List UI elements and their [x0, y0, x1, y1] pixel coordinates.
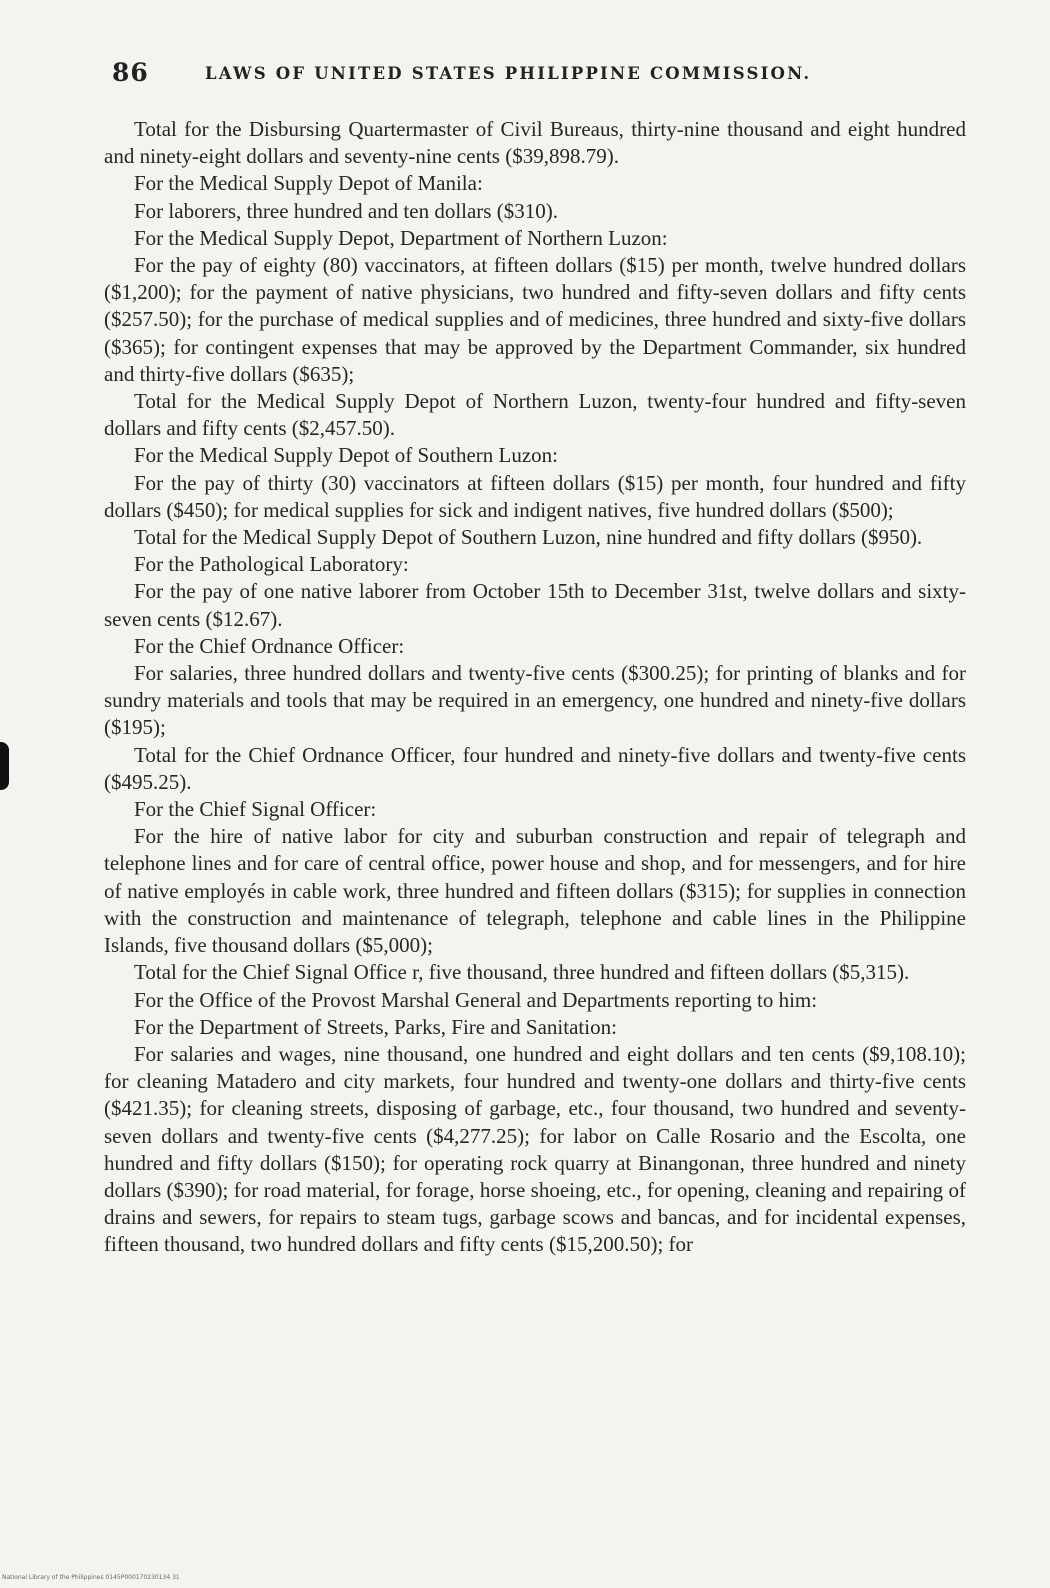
running-title: LAWS OF UNITED STATES PHILIPPINE COMMISSION.: [205, 64, 812, 83]
paragraph-laborers-manila: For laborers, three hundred and ten dollars ($310).: [134, 198, 558, 223]
heading-medical-depot-northern-luzon: For the Medical Supply Depot, Department of Northern Luzon:: [134, 225, 668, 250]
page-number: 86: [112, 58, 149, 87]
heading-medical-depot-southern-luzon: For the Medical Supply Depot of Southern Luzon:: [134, 443, 559, 468]
paragraph-streets-salaries: For salaries and wages, nine thousand, one hundred and eight dollars and ten cents ($9,108.10); for cleaning Matadero and city markets, four hundred and twenty-one dollars and thirty-five cents ($421.35); for cleaning streets, disposing of garbage, etc., four thousand, two hundred and seventy-seven dollars and twenty-five cents ($4,277.25); for labor on Calle Rosario and the Escolta, one hundred and fifty dollars ($150); for operating rock quarry at Binangonan, three hundred and ninety dollars ($390); for road material, for forage, horse shoeing, etc., for opening, cleaning and repairing of drains and sewers, for repairs to steam tugs, garbage scows and bancas, and for incidental expenses, fifteen thousand, two hundred dollars and fifty cents ($15,200.50); for: [104, 1041, 966, 1257]
paragraph-total-disbursing: Total for the Disbursing Quartermaster of Civil Bureaus, thirty-nine thousand and eight hundred and ninety-eight dollars and seventy-nine cents ($39,898.79).: [104, 117, 966, 169]
paragraph-total-ordnance: Total for the Chief Ordnance Officer, four hundred and ninety-five dollars and twenty-five cents ($495.25).: [104, 742, 966, 794]
paragraph-total-northern-luzon: Total for the Medical Supply Depot of Northern Luzon, twenty-four hundred and fifty-seven dollars and fifty cents ($2,457.50).: [104, 389, 966, 441]
paragraph-vaccinators-southern: For the pay of thirty (30) vaccinators at fifteen dollars ($15) per month, four hundred and fifty dollars ($450); for medical supplies for sick and indigent natives, five hundred dollars ($500);: [104, 470, 966, 522]
heading-provost-marshal: For the Office of the Provost Marshal General and Departments reporting to him:: [134, 987, 818, 1012]
heading-chief-signal-officer: For the Chief Signal Officer:: [134, 797, 377, 822]
body-text: [104, 116, 966, 1259]
heading-chief-ordnance-officer: For the Chief Ordnance Officer:: [134, 633, 405, 658]
paragraph-vaccinators-northern: For the pay of eighty (80) vaccinators, at fifteen dollars ($15) per month, twelve hundred dollars ($1,200); for the payment of native physicians, two hundred and fifty-seven dollars and fifty cents ($257.50); for the purchase of medical supplies and of medicines, three hundred and sixty-five dollars ($365); for contingent expenses that may be approved by the Department Commander, six hundred and thirty-five dollars ($635);: [104, 253, 966, 386]
scan-source-footer: National Library of the Philippines 0145P000170230134 31: [2, 1574, 180, 1581]
heading-streets-parks-fire: For the Department of Streets, Parks, Fire and Sanitation:: [134, 1014, 617, 1039]
heading-pathological-laboratory: For the Pathological Laboratory:: [134, 552, 409, 577]
page-edge-mark: [0, 742, 9, 790]
paragraph-total-southern-luzon: Total for the Medical Supply Depot of Southern Luzon, nine hundred and fifty dollars ($950).: [134, 525, 923, 550]
paragraph-ordnance-salaries: For salaries, three hundred dollars and twenty-five cents ($300.25); for printing of blanks and for sundry materials and tools that may be required in an emergency, one hundred and ninety-five dollars ($195);: [104, 661, 966, 740]
heading-medical-depot-manila: For the Medical Supply Depot of Manila:: [134, 171, 483, 196]
paragraph-laborer-pathological: For the pay of one native laborer from October 15th to December 31st, twelve dollars and sixty-seven cents ($12.67).: [104, 579, 966, 631]
paragraph-signal-labor: For the hire of native labor for city and suburban construction and repair of telegraph and telephone lines and for care of central office, power house and shop, and for messengers, and for hire of native employés in cable work, three hundred and fifteen dollars ($315); for supplies in connection with the construction and maintenance of telegraph, telephone and cable lines in the Philippine Islands, five thousand dollars ($5,000);: [104, 824, 966, 958]
page-header: [112, 58, 882, 94]
paragraph-total-signal: Total for the Chief Signal Office r, five thousand, three hundred and fifteen dollars ($5,315).: [134, 960, 910, 985]
